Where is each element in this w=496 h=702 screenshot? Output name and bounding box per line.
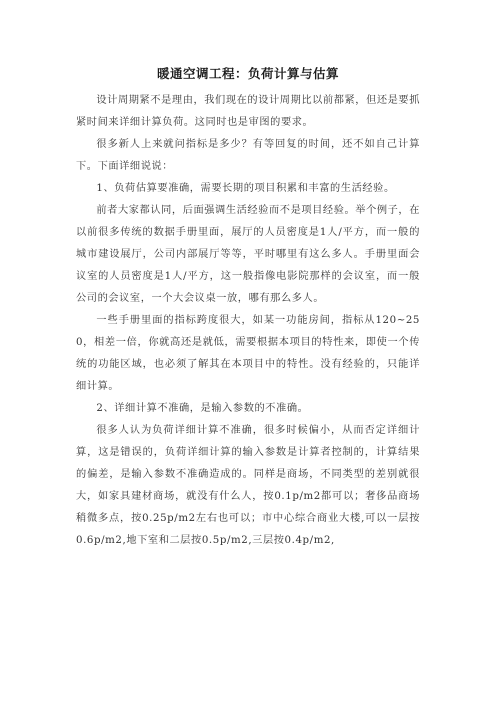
paragraph-input-parameters: 很多人认为负荷详细计算不准确，很多时候偏小，从而否定详细计算，这是错误的，负荷详细计算的输入参数是计算者控制的，计算结果的偏差，是输入参数不准确造成的。同样是商场，不同类型的差别就很大，如家具建材商场，就没有什么人，按0.1p/m2都可以；奢侈品商场稍微多点，按0.25p/m2左右也可以；市中心综合商业大楼,可以一层按0.6p/m2,地下室和二层按0.5p/m2,三层按0.4p/m2,	[76, 425, 420, 546]
paragraph-index-range: 一些手册里面的指标跨度很大，如某一功能房间，指标从120~250，相差一倍，你就高还是就低，需要根据本项目的特性来，即使一个传统的功能区域，也必须了解其在本项目中的特性。没有经验的，只能详细计算。	[76, 315, 420, 392]
paragraph-point-1: 1、负荷估算要准确，需要长期的项目积累和丰富的生活经验。	[96, 183, 395, 194]
document-body	[76, 90, 420, 552]
paragraph-newcomer-question: 很多新人上来就问指标是多少？有等回复的时间，还不如自己计算下。下面详细说说：	[76, 139, 420, 172]
paragraph-design-cycle: 设计周期紧不是理由，我们现在的设计周期比以前都紧，但还是要抓紧时间来详细计算负荷。这同时也是审图的要求。	[76, 95, 421, 128]
paragraph-life-experience: 前者大家都认同，后面强调生活经验而不是项目经验。举个例子，在以前很多传统的数据手册里面，展厅的人员密度是1人/平方，而一般的城市建设展厅，公司内部展厅等等，平时哪里有这么多人。手册里面会议室的人员密度是1人/平方，这一般指像电影院那样的会议室，而一般公司的会议室，一个大会议桌一放，哪有那么多人。	[76, 205, 421, 304]
document-title: 暖通空调工程：负荷计算与估算	[156, 66, 339, 81]
paragraph-point-2: 2、详细计算不准确，是输入参数的不准确。	[96, 403, 309, 414]
